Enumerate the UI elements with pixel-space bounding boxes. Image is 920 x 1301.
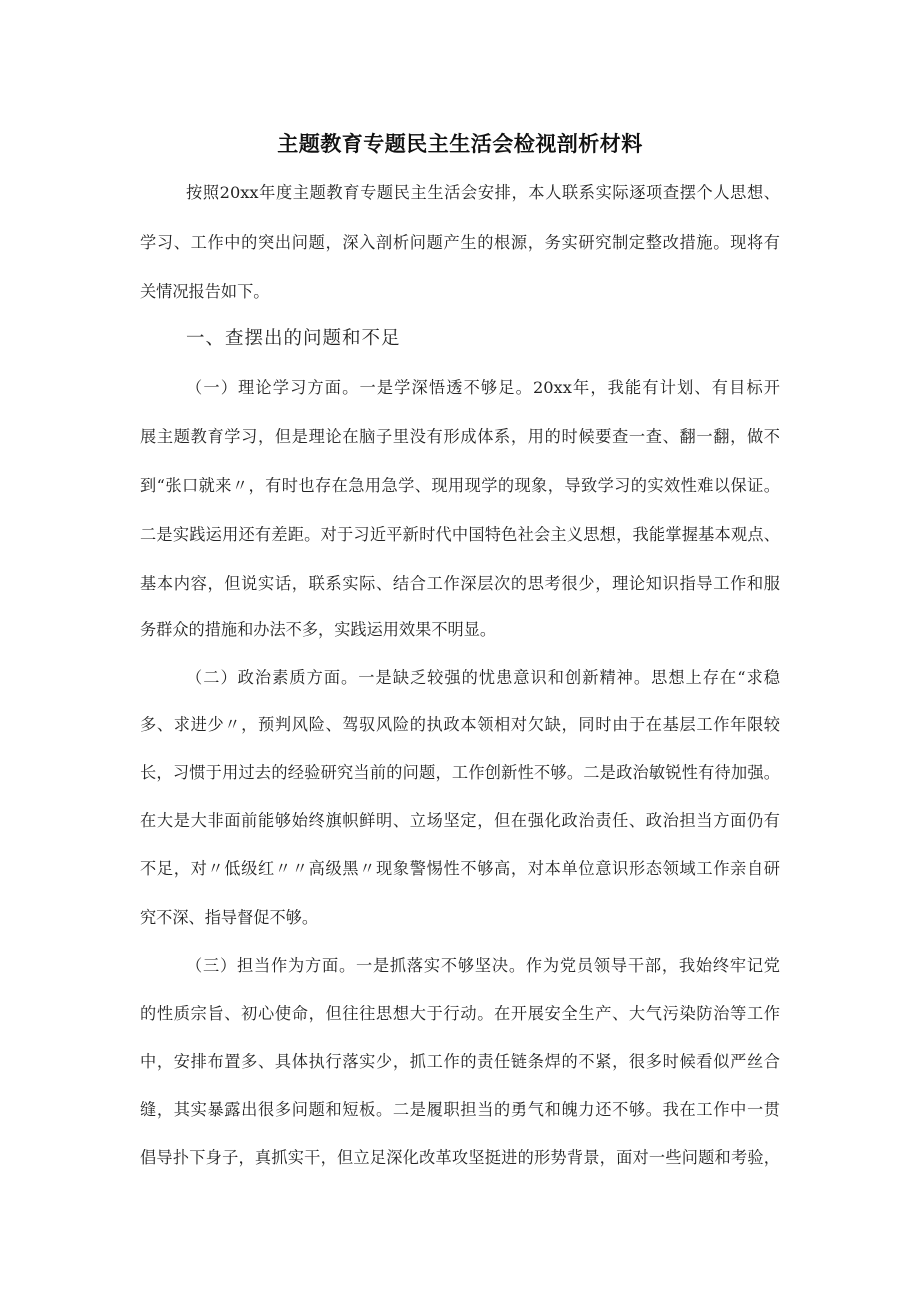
para1-line-2: 展主题教育学习，但是理论在脑子里没有形成体系，用的时候要查一查、翻一翻，做不 [140, 427, 780, 446]
para3-line-4: 缝，其实暴露出很多问题和短板。二是履职担当的勇气和魄力还不够。我在工作中一贯 [140, 1100, 780, 1119]
para1-line-5: 基本内容，但说实话，联系实际、结合工作深层次的思考很少，理论知识指导工作和服 [140, 574, 780, 593]
para1-line-3: 到“张口就来〃，有时也存在急用急学、现用现学的现象，导致学习的实效性难以保证。 [140, 476, 780, 495]
para1-line-1: （一）理论学习方面。一是学深悟透不够足。20xx年，我能有计划、有目标开 [186, 378, 780, 397]
document-title: 主题教育专题民主生活会检视剖析材料 [277, 132, 643, 156]
intro-line-3: 关情况报告如下。 [140, 282, 270, 301]
para2-line-5: 不足，对〃低级红〃〃高级黑〃现象警惕性不够高，对本单位意识形态领域工作亲自研 [140, 859, 780, 878]
intro-line-1: 按照20xx年度主题教育专题民主生活会安排，本人联系实际逐项查摆个人思想、 [186, 183, 780, 202]
para3-line-2: 的性质宗旨、初心使命，但往往思想大于行动。在开展安全生产、大气污染防治等工作 [140, 1004, 780, 1023]
para3-line-1: （三）担当作为方面。一是抓落实不够坚决。作为党员领导干部，我始终牢记党 [186, 956, 780, 975]
para2-line-2: 多、求进少〃，预判风险、驾驭风险的执政本领相对欠缺，同时由于在基层工作年限较 [140, 715, 780, 734]
para1-line-4: 二是实践运用还有差距。对于习近平新时代中国特色社会主义思想，我能掌握基本观点、 [140, 525, 780, 544]
para2-line-1: （二）政治素质方面。一是缺乏较强的忧患意识和创新精神。思想上存在“求稳 [186, 668, 780, 687]
section-heading: 一、查摆出的问题和不足 [186, 328, 401, 349]
para2-line-4: 在大是大非面前能够始终旗帜鲜明、立场坚定，但在强化政治责任、政治担当方面仍有 [140, 811, 780, 830]
para3-line-3: 中，安排布置多、具体执行落实少，抓工作的责任链条焊的不紧，很多时候看似严丝合 [140, 1052, 780, 1071]
para2-line-6: 究不深、指导督促不够。 [140, 908, 319, 927]
para3-line-5: 倡导扑下身子，真抓实干，但立足深化改革攻坚挺进的形势背景，面对一些问题和考验， [140, 1148, 780, 1167]
para1-line-6: 务群众的措施和办法不多，实践运用效果不明显。 [140, 620, 497, 639]
intro-line-2: 学习、工作中的突出问题，深入剖析问题产生的根源，务实研究制定整改措施。现将有 [140, 233, 780, 252]
para2-line-3: 长，习惯于用过去的经验研究当前的问题，工作创新性不够。二是政治敏锐性有待加强。 [140, 763, 780, 782]
